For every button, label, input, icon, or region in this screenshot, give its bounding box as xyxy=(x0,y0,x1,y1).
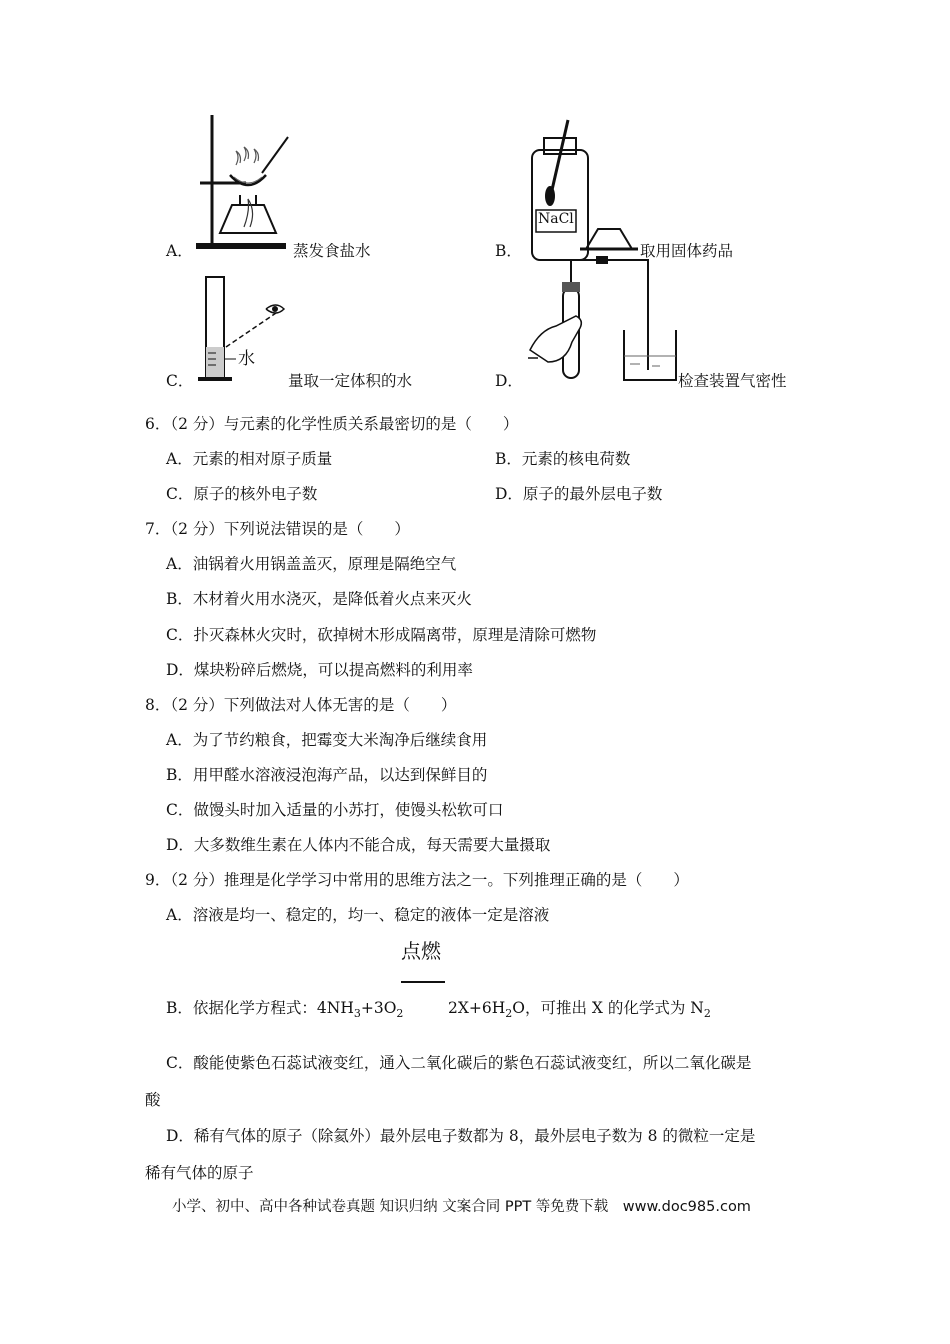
q8-stem: 8．（2 分）下列做法对人体无害的是（ ） xyxy=(145,696,457,714)
option-c-letter: C． xyxy=(166,372,194,390)
reaction-condition: 点燃 xyxy=(401,939,441,963)
option-d-caption: 检查装置气密性 xyxy=(678,372,787,390)
q9-option-d-cont: 稀有气体的原子 xyxy=(145,1164,254,1182)
q9-option-c: C．酸能使紫色石蕊试液变红，通入二氧化碳后的紫色石蕊试液变红，所以二氧化碳是 xyxy=(166,1054,752,1072)
q7-option-b: B．木材着火用水浇灭，是降低着火点来灭火 xyxy=(166,590,472,608)
q6-option-b: B．元素的核电荷数 xyxy=(495,450,631,468)
footer-text: 小学、初中、高中各种试卷真题 知识归纳 文案合同 PPT 等免费下载 www.doc985.com xyxy=(172,1199,751,1215)
water-label: 水 xyxy=(238,349,255,369)
q9-option-c-cont: 酸 xyxy=(145,1091,161,1109)
q6-option-a: A．元素的相对原子质量 xyxy=(166,450,333,468)
option-c-caption: 量取一定体积的水 xyxy=(288,372,413,390)
option-b-letter: B． xyxy=(495,242,522,260)
measuring-cylinder-figure xyxy=(196,277,296,397)
q7-option-a: A．油锅着火用锅盖盖灭，原理是隔绝空气 xyxy=(166,555,457,573)
q9-stem: 9．（2 分）推理是化学学习中常用的思维方法之一。下列推理正确的是（ ） xyxy=(145,871,689,889)
option-d-letter: D． xyxy=(495,372,523,390)
q6-stem: 6．（2 分）与元素的化学性质关系最密切的是（ ） xyxy=(145,415,519,433)
q7-stem: 7．（2 分）下列说法错误的是（ ） xyxy=(145,520,410,538)
option-a-letter: A． xyxy=(166,242,193,260)
q9-option-b: B．依据化学方程式：$4NH_3+3O_2$ xyxy=(166,999,404,1020)
reaction-arrow-line xyxy=(401,981,445,983)
q9-option-d: D．稀有气体的原子（除氦外）最外层电子数都为 8，最外层电子数为 8 的微粒一定是 xyxy=(166,1127,756,1145)
q8-option-a: A．为了节约粮食，把霉变大米淘净后继续食用 xyxy=(166,731,488,749)
q7-option-d: D．煤块粉碎后燃烧，可以提高燃料的利用率 xyxy=(166,661,473,679)
nacl-label: NaCl xyxy=(538,211,574,227)
evaporation-apparatus-figure xyxy=(196,115,316,255)
option-a-caption: 蒸发食盐水 xyxy=(293,242,371,260)
q8-option-c: C．做馒头时加入适量的小苏打，使馒头松软可口 xyxy=(166,801,504,819)
airtightness-check-figure xyxy=(528,248,678,388)
q8-option-d: D．大多数维生素在人体内不能合成，每天需要大量摄取 xyxy=(166,836,551,854)
q9-option-a: A．溶液是均一、稳定的，均一、稳定的液体一定是溶液 xyxy=(166,906,550,924)
q8-option-b: B．用甲醛水溶液浸泡海产品，以达到保鲜目的 xyxy=(166,766,488,784)
q6-option-c: C．原子的核外电子数 xyxy=(166,485,318,503)
q7-option-c: C．扑灭森林火灾时，砍掉树木形成隔离带，原理是清除可燃物 xyxy=(166,626,597,644)
q9-option-b-product: $2X+6H_2O$，可推出 X 的化学式为 $N_2$ xyxy=(448,999,711,1020)
option-b-caption: 取用固体药品 xyxy=(640,242,734,260)
q6-option-d: D．原子的最外层电子数 xyxy=(495,485,663,503)
